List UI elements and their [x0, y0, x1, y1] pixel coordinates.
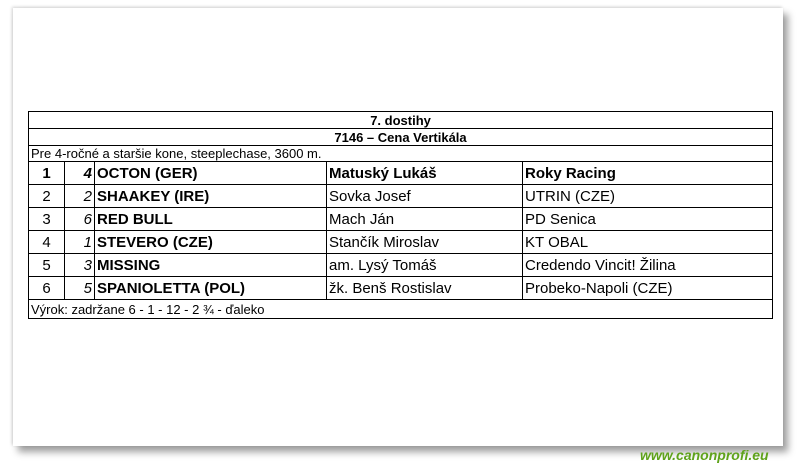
race-name: 7146 – Cena Vertikála [29, 129, 773, 146]
start-number: 6 [65, 208, 95, 231]
race-results-table [28, 111, 773, 319]
horse-name: OCTON (GER) [95, 162, 327, 185]
finish-position: 5 [29, 254, 65, 277]
jockey-name: Sovka Josef [327, 185, 523, 208]
result-row [29, 254, 773, 277]
result-row [29, 277, 773, 300]
start-number: 3 [65, 254, 95, 277]
jockey-name: am. Lysý Tomáš [327, 254, 523, 277]
race-name-row [29, 129, 773, 146]
finish-position: 3 [29, 208, 65, 231]
race-verdict: Výrok: zadržane 6 - 1 - 12 - 2 ¾ - ďaleko [29, 300, 773, 319]
race-conditions-row [29, 146, 773, 162]
start-number: 1 [65, 231, 95, 254]
jockey-name: žk. Benš Rostislav [327, 277, 523, 300]
horse-name: SPANIOLETTA (POL) [95, 277, 327, 300]
start-number: 4 [65, 162, 95, 185]
watermark: www.canonprofi.eu [640, 447, 769, 463]
horse-name: SHAAKEY (IRE) [95, 185, 327, 208]
owner-name: UTRIN (CZE) [523, 185, 773, 208]
race-title: 7. dostihy [29, 112, 773, 129]
horse-name: RED BULL [95, 208, 327, 231]
horse-name: STEVERO (CZE) [95, 231, 327, 254]
jockey-name: Stančík Miroslav [327, 231, 523, 254]
result-row [29, 185, 773, 208]
jockey-name: Matuský Lukáš [327, 162, 523, 185]
race-conditions: Pre 4-ročné a staršie kone, steeplechase, 3600 m. [29, 146, 773, 162]
finish-position: 1 [29, 162, 65, 185]
start-number: 5 [65, 277, 95, 300]
finish-position: 2 [29, 185, 65, 208]
finish-position: 4 [29, 231, 65, 254]
verdict-row [29, 300, 773, 319]
horse-name: MISSING [95, 254, 327, 277]
race-title-row [29, 112, 773, 129]
result-row [29, 162, 773, 185]
finish-position: 6 [29, 277, 65, 300]
jockey-name: Mach Ján [327, 208, 523, 231]
owner-name: KT OBAL [523, 231, 773, 254]
owner-name: PD Senica [523, 208, 773, 231]
result-row [29, 231, 773, 254]
owner-name: Probeko-Napoli (CZE) [523, 277, 773, 300]
owner-name: Credendo Vincit! Žilina [523, 254, 773, 277]
owner-name: Roky Racing [523, 162, 773, 185]
result-row [29, 208, 773, 231]
start-number: 2 [65, 185, 95, 208]
